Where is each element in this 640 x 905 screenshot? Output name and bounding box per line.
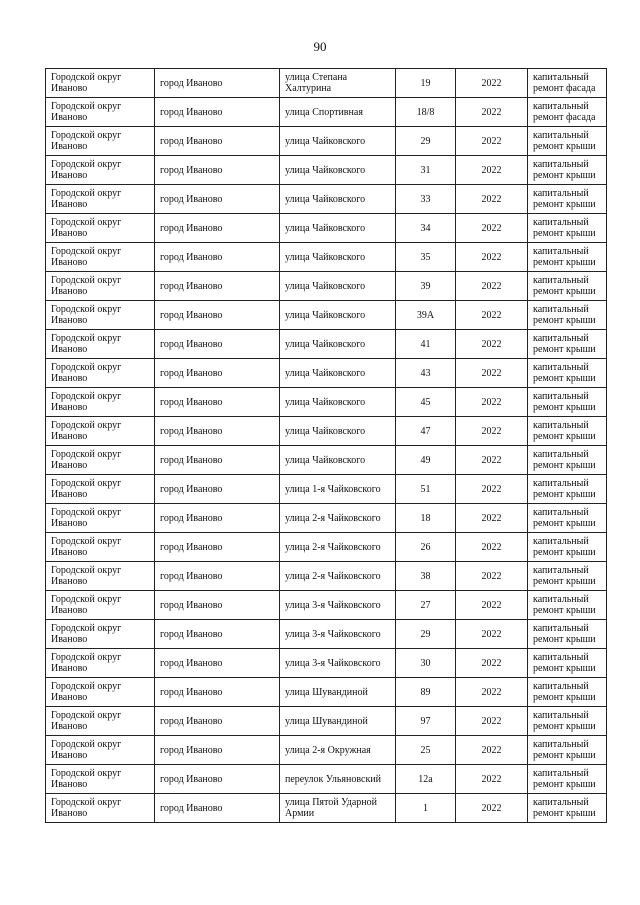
city-cell: город Иваново: [155, 562, 280, 591]
municipality-cell: Городской округ Иваново: [46, 794, 155, 823]
year-cell: 2022: [456, 156, 528, 185]
year-cell: 2022: [456, 533, 528, 562]
street-cell: улица Чайковского: [280, 214, 396, 243]
work-type-cell: капитальный ремонт крыши: [528, 330, 607, 359]
city-cell: город Иваново: [155, 794, 280, 823]
year-cell: 2022: [456, 243, 528, 272]
work-type-cell: капитальный ремонт крыши: [528, 794, 607, 823]
year-cell: 2022: [456, 591, 528, 620]
municipality-cell: Городской округ Иваново: [46, 475, 155, 504]
street-cell: улица Шувандиной: [280, 678, 396, 707]
house-number-cell: 1: [396, 794, 456, 823]
street-cell: улица 3-я Чайковского: [280, 620, 396, 649]
work-type-cell: капитальный ремонт фасада: [528, 98, 607, 127]
house-number-cell: 47: [396, 417, 456, 446]
table-row: [46, 707, 607, 736]
table-row: [46, 475, 607, 504]
year-cell: 2022: [456, 620, 528, 649]
street-cell: улица Чайковского: [280, 272, 396, 301]
year-cell: 2022: [456, 359, 528, 388]
city-cell: город Иваново: [155, 736, 280, 765]
table-row: [46, 301, 607, 330]
street-cell: улица Чайковского: [280, 243, 396, 272]
city-cell: город Иваново: [155, 591, 280, 620]
work-type-cell: капитальный ремонт крыши: [528, 359, 607, 388]
municipality-cell: Городской округ Иваново: [46, 359, 155, 388]
work-type-cell: капитальный ремонт крыши: [528, 678, 607, 707]
city-cell: город Иваново: [155, 272, 280, 301]
house-number-cell: 51: [396, 475, 456, 504]
house-number-cell: 43: [396, 359, 456, 388]
table-row: [46, 620, 607, 649]
city-cell: город Иваново: [155, 69, 280, 98]
municipality-cell: Городской округ Иваново: [46, 69, 155, 98]
municipality-cell: Городской округ Иваново: [46, 591, 155, 620]
city-cell: город Иваново: [155, 156, 280, 185]
municipality-cell: Городской округ Иваново: [46, 185, 155, 214]
city-cell: город Иваново: [155, 301, 280, 330]
year-cell: 2022: [456, 388, 528, 417]
work-type-cell: капитальный ремонт крыши: [528, 736, 607, 765]
table-row: [46, 359, 607, 388]
year-cell: 2022: [456, 301, 528, 330]
table-row: [46, 185, 607, 214]
city-cell: город Иваново: [155, 707, 280, 736]
year-cell: 2022: [456, 765, 528, 794]
street-cell: переулок Ульяновский: [280, 765, 396, 794]
year-cell: 2022: [456, 98, 528, 127]
street-cell: улица Чайковского: [280, 446, 396, 475]
work-type-cell: капитальный ремонт крыши: [528, 272, 607, 301]
municipality-cell: Городской округ Иваново: [46, 127, 155, 156]
year-cell: 2022: [456, 562, 528, 591]
municipality-cell: Городской округ Иваново: [46, 272, 155, 301]
street-cell: улица Чайковского: [280, 156, 396, 185]
municipality-cell: Городской округ Иваново: [46, 736, 155, 765]
house-number-cell: 18/8: [396, 98, 456, 127]
municipality-cell: Городской округ Иваново: [46, 330, 155, 359]
year-cell: 2022: [456, 185, 528, 214]
street-cell: улица 3-я Чайковского: [280, 649, 396, 678]
table-row: [46, 504, 607, 533]
city-cell: город Иваново: [155, 678, 280, 707]
year-cell: 2022: [456, 475, 528, 504]
work-type-cell: капитальный ремонт крыши: [528, 591, 607, 620]
street-cell: улица Чайковского: [280, 330, 396, 359]
table-row: [46, 69, 607, 98]
city-cell: город Иваново: [155, 504, 280, 533]
house-number-cell: 39: [396, 272, 456, 301]
table-row: [46, 388, 607, 417]
table-row: [46, 446, 607, 475]
municipality-cell: Городской округ Иваново: [46, 504, 155, 533]
house-number-cell: 41: [396, 330, 456, 359]
house-number-cell: 38: [396, 562, 456, 591]
municipality-cell: Городской округ Иваново: [46, 98, 155, 127]
city-cell: город Иваново: [155, 446, 280, 475]
table-row: [46, 736, 607, 765]
work-type-cell: капитальный ремонт крыши: [528, 620, 607, 649]
municipality-cell: Городской округ Иваново: [46, 214, 155, 243]
table-row: [46, 678, 607, 707]
table-row: [46, 562, 607, 591]
table-row: [46, 330, 607, 359]
municipality-cell: Городской округ Иваново: [46, 446, 155, 475]
street-cell: улица 2-я Чайковского: [280, 504, 396, 533]
municipality-cell: Городской округ Иваново: [46, 243, 155, 272]
year-cell: 2022: [456, 794, 528, 823]
house-number-cell: 39А: [396, 301, 456, 330]
page-number: 90: [313, 39, 327, 54]
table-row: [46, 765, 607, 794]
work-type-cell: капитальный ремонт крыши: [528, 417, 607, 446]
year-cell: 2022: [456, 736, 528, 765]
street-cell: улица Чайковского: [280, 127, 396, 156]
municipality-cell: Городской округ Иваново: [46, 301, 155, 330]
house-number-cell: 29: [396, 620, 456, 649]
street-cell: улица Чайковского: [280, 417, 396, 446]
year-cell: 2022: [456, 417, 528, 446]
work-type-cell: капитальный ремонт крыши: [528, 214, 607, 243]
table-row: [46, 794, 607, 823]
municipality-cell: Городской округ Иваново: [46, 678, 155, 707]
work-type-cell: капитальный ремонт крыши: [528, 185, 607, 214]
year-cell: 2022: [456, 649, 528, 678]
year-cell: 2022: [456, 446, 528, 475]
year-cell: 2022: [456, 678, 528, 707]
table-row: [46, 533, 607, 562]
street-cell: улица 2-я Чайковского: [280, 562, 396, 591]
street-cell: улица Чайковского: [280, 359, 396, 388]
year-cell: 2022: [456, 272, 528, 301]
house-number-cell: 29: [396, 127, 456, 156]
street-cell: улица 2-я Окружная: [280, 736, 396, 765]
work-type-cell: капитальный ремонт крыши: [528, 533, 607, 562]
house-number-cell: 35: [396, 243, 456, 272]
municipality-cell: Городской округ Иваново: [46, 562, 155, 591]
city-cell: город Иваново: [155, 533, 280, 562]
street-cell: улица Чайковского: [280, 388, 396, 417]
municipality-cell: Городской округ Иваново: [46, 765, 155, 794]
street-cell: улица Степана Халтурина: [280, 69, 396, 98]
house-number-cell: 45: [396, 388, 456, 417]
municipality-cell: Городской округ Иваново: [46, 417, 155, 446]
house-number-cell: 33: [396, 185, 456, 214]
table-row: [46, 98, 607, 127]
year-cell: 2022: [456, 504, 528, 533]
table-row: [46, 127, 607, 156]
work-type-cell: капитальный ремонт крыши: [528, 446, 607, 475]
work-type-cell: капитальный ремонт крыши: [528, 127, 607, 156]
year-cell: 2022: [456, 707, 528, 736]
house-number-cell: 12а: [396, 765, 456, 794]
street-cell: улица Пятой Ударной Армии: [280, 794, 396, 823]
house-number-cell: 49: [396, 446, 456, 475]
city-cell: город Иваново: [155, 765, 280, 794]
house-number-cell: 89: [396, 678, 456, 707]
house-number-cell: 97: [396, 707, 456, 736]
municipality-cell: Городской округ Иваново: [46, 620, 155, 649]
work-type-cell: капитальный ремонт крыши: [528, 475, 607, 504]
work-type-cell: капитальный ремонт крыши: [528, 504, 607, 533]
street-cell: улица Чайковского: [280, 185, 396, 214]
city-cell: город Иваново: [155, 620, 280, 649]
table-row: [46, 591, 607, 620]
work-type-cell: капитальный ремонт крыши: [528, 649, 607, 678]
house-number-cell: 26: [396, 533, 456, 562]
table-row: [46, 214, 607, 243]
house-number-cell: 18: [396, 504, 456, 533]
city-cell: город Иваново: [155, 330, 280, 359]
table-row: [46, 272, 607, 301]
street-cell: улица Чайковского: [280, 301, 396, 330]
table-row: [46, 156, 607, 185]
city-cell: город Иваново: [155, 214, 280, 243]
municipality-cell: Городской округ Иваново: [46, 707, 155, 736]
year-cell: 2022: [456, 127, 528, 156]
city-cell: город Иваново: [155, 475, 280, 504]
city-cell: город Иваново: [155, 649, 280, 678]
house-number-cell: 25: [396, 736, 456, 765]
work-type-cell: капитальный ремонт крыши: [528, 243, 607, 272]
city-cell: город Иваново: [155, 127, 280, 156]
repair-register-table: [45, 68, 607, 823]
house-number-cell: 34: [396, 214, 456, 243]
year-cell: 2022: [456, 330, 528, 359]
street-cell: улица 3-я Чайковского: [280, 591, 396, 620]
table-row: [46, 649, 607, 678]
city-cell: город Иваново: [155, 98, 280, 127]
house-number-cell: 27: [396, 591, 456, 620]
work-type-cell: капитальный ремонт крыши: [528, 301, 607, 330]
year-cell: 2022: [456, 69, 528, 98]
street-cell: улица Спортивная: [280, 98, 396, 127]
street-cell: улица Шувандиной: [280, 707, 396, 736]
table-row: [46, 243, 607, 272]
city-cell: город Иваново: [155, 388, 280, 417]
house-number-cell: 19: [396, 69, 456, 98]
house-number-cell: 31: [396, 156, 456, 185]
city-cell: город Иваново: [155, 359, 280, 388]
city-cell: город Иваново: [155, 417, 280, 446]
table-body: [46, 69, 607, 823]
work-type-cell: капитальный ремонт крыши: [528, 388, 607, 417]
year-cell: 2022: [456, 214, 528, 243]
municipality-cell: Городской округ Иваново: [46, 649, 155, 678]
work-type-cell: капитальный ремонт крыши: [528, 707, 607, 736]
work-type-cell: капитальный ремонт фасада: [528, 69, 607, 98]
city-cell: город Иваново: [155, 243, 280, 272]
street-cell: улица 2-я Чайковского: [280, 533, 396, 562]
city-cell: город Иваново: [155, 185, 280, 214]
work-type-cell: капитальный ремонт крыши: [528, 765, 607, 794]
table-row: [46, 417, 607, 446]
street-cell: улица 1-я Чайковского: [280, 475, 396, 504]
municipality-cell: Городской округ Иваново: [46, 533, 155, 562]
work-type-cell: капитальный ремонт крыши: [528, 562, 607, 591]
municipality-cell: Городской округ Иваново: [46, 156, 155, 185]
municipality-cell: Городской округ Иваново: [46, 388, 155, 417]
house-number-cell: 30: [396, 649, 456, 678]
work-type-cell: капитальный ремонт крыши: [528, 156, 607, 185]
